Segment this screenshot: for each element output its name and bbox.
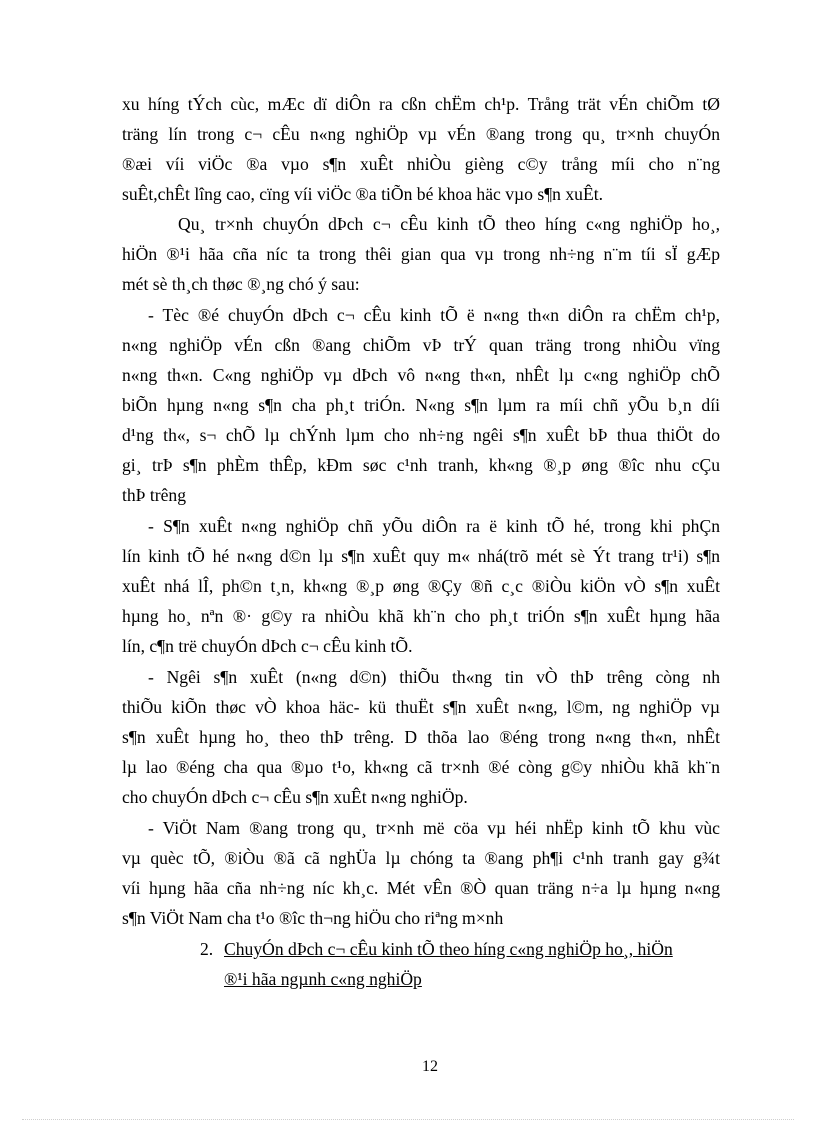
- bullet-item-line: - S¶n xuÊt n«ng nghiÖp chñ yÕu diÔn ra ë kinh tÕ hé, trong khi phÇn: [148, 516, 720, 536]
- bullet-item-line: - Ngêi s¶n xuÊt (n«ng d©n) thiÕu th«ng tin vÒ thÞ trêng còng nh: [148, 667, 720, 687]
- body-text-line: víi hµng hãa cña nh÷ng níc kh¸c. Mét vÊn ®Ò quan träng n÷a lµ hµng n«ng: [122, 878, 720, 898]
- body-text-line: biÕn hµng n«ng s¶n cha ph¸t triÓn. N«ng s¶n lµm ra míi chñ yÕu b¸n díi: [122, 395, 720, 415]
- body-text-line: xu híng tÝch cùc, mÆc dï diÔn ra cßn chËm ch¹p. Trång trät vÉn chiÕm tØ: [122, 94, 720, 114]
- section-heading-number: 2.: [200, 939, 214, 959]
- body-text-line: s¶n ViÖt Nam cha t¹o ®îc th¬ng hiÖu cho riªng m×nh: [122, 908, 504, 928]
- body-text-line: lín, c¶n trë chuyÓn dÞch c¬ cÊu kinh tÕ.: [122, 636, 413, 656]
- body-text-line: mét sè th¸ch thøc ®¸ng chó ý sau:: [122, 274, 360, 294]
- section-heading: [200, 937, 724, 961]
- body-text-line: träng lín trong c¬ cÊu n«ng nghiÖp vµ vÉn ®ang trong qu¸ tr×nh chuyÓn: [122, 124, 720, 144]
- section-heading-continuation: ®¹i hãa ngµnh c«ng nghiÖp: [224, 969, 422, 989]
- page-number: 12: [422, 1058, 438, 1075]
- bullet-item-line: - Tèc ®é chuyÓn dÞch c¬ cÊu kinh tÕ ë n«ng th«n diÔn ra chËm ch¹p,: [148, 305, 720, 325]
- body-text-line: d¹ng th«, s¬ chÕ lµ chÝnh lµm cho nh÷ng ngêi s¶n xuÊt bÞ thua thiÖt do: [122, 425, 720, 445]
- body-text-line: lín kinh tÕ hé n«ng d©n lµ s¶n xuÊt quy m« nhá(trõ mét sè Ýt trang tr¹i) s¶n: [122, 546, 720, 566]
- body-text-line: suÊt,chÊt lîng cao, cïng víi viÖc ®a tiÕn bé khoa häc vµo s¶n xuÊt.: [122, 184, 603, 204]
- page-bottom-rule: [22, 1119, 794, 1120]
- body-text-line: cho chuyÓn dÞch c¬ cÊu s¶n xuÊt n«ng nghiÖp.: [122, 787, 468, 807]
- body-text-line: n«ng nghiÖp vÉn cßn ®ang chiÕm vÞ trÝ quan träng trong nhiÒu vïng: [122, 335, 720, 355]
- body-text-line: hµng ho¸ nªn ®· g©y ra nhiÒu khã kh¨n cho ph¸t triÓn s¶n xuÊt hµng hãa: [122, 606, 720, 626]
- body-text-line: gi¸ trÞ s¶n phÈm thÊp, kÐm søc c¹nh tranh, kh«ng ®¸p øng ®îc nhu cÇu: [122, 455, 720, 475]
- body-text-line: xuÊt nhá lÎ, ph©n t¸n, kh«ng ®¸p øng ®Çy ®ñ c¸c ®iÒu kiÖn vÒ s¶n xuÊt: [122, 576, 720, 596]
- body-text-line: vµ quèc tÕ, ®iÒu ®ã cã nghÜa lµ chóng ta ®ang ph¶i c¹nh tranh gay g¾t: [122, 848, 720, 868]
- body-text-line: thiÕu kiÕn thøc vÒ khoa häc- kü thuËt s¶n xuÊt n«ng, l©m, ng nghiÖp vµ: [122, 697, 720, 717]
- bullet-item-line: - ViÖt Nam ®ang trong qu¸ tr×nh më cöa vµ héi nhËp kinh tÕ khu vùc: [148, 818, 720, 838]
- body-text-line: lµ lao ®éng cha qua ®µo t¹o, kh«ng cã tr×nh ®é còng g©y nhiÒu khã kh¨n: [122, 757, 720, 777]
- body-text-line: n«ng th«n. C«ng nghiÖp vµ dÞch vô n«ng th«n, nhÊt lµ c«ng nghiÖp chÕ: [122, 365, 720, 385]
- body-text-line: hiÖn ®¹i hãa cña níc ta trong thêi gian qua vµ trong nh÷ng n¨m tíi sÏ gÆp: [122, 244, 720, 264]
- body-text-line: thÞ trêng: [122, 485, 187, 505]
- section-heading-text: ChuyÓn dÞch c¬ cÊu kinh tÕ theo híng c«ng nghiÖp ho¸, hiÖn: [224, 939, 673, 959]
- paragraph-first-line: Qu¸ tr×nh chuyÓn dÞch c¬ cÊu kinh tÕ theo híng c«ng nghiÖp ho¸,: [178, 214, 720, 234]
- body-text-line: s¶n xuÊt hµng ho¸ theo thÞ trêng. D thõa lao ®éng trong n«ng th«n, nhÊt: [122, 727, 720, 747]
- body-text-line: ®æi víi viÖc ®a vµo s¶n xuÊt nhiÒu gièng c©y trång míi cho n¨ng: [122, 154, 720, 174]
